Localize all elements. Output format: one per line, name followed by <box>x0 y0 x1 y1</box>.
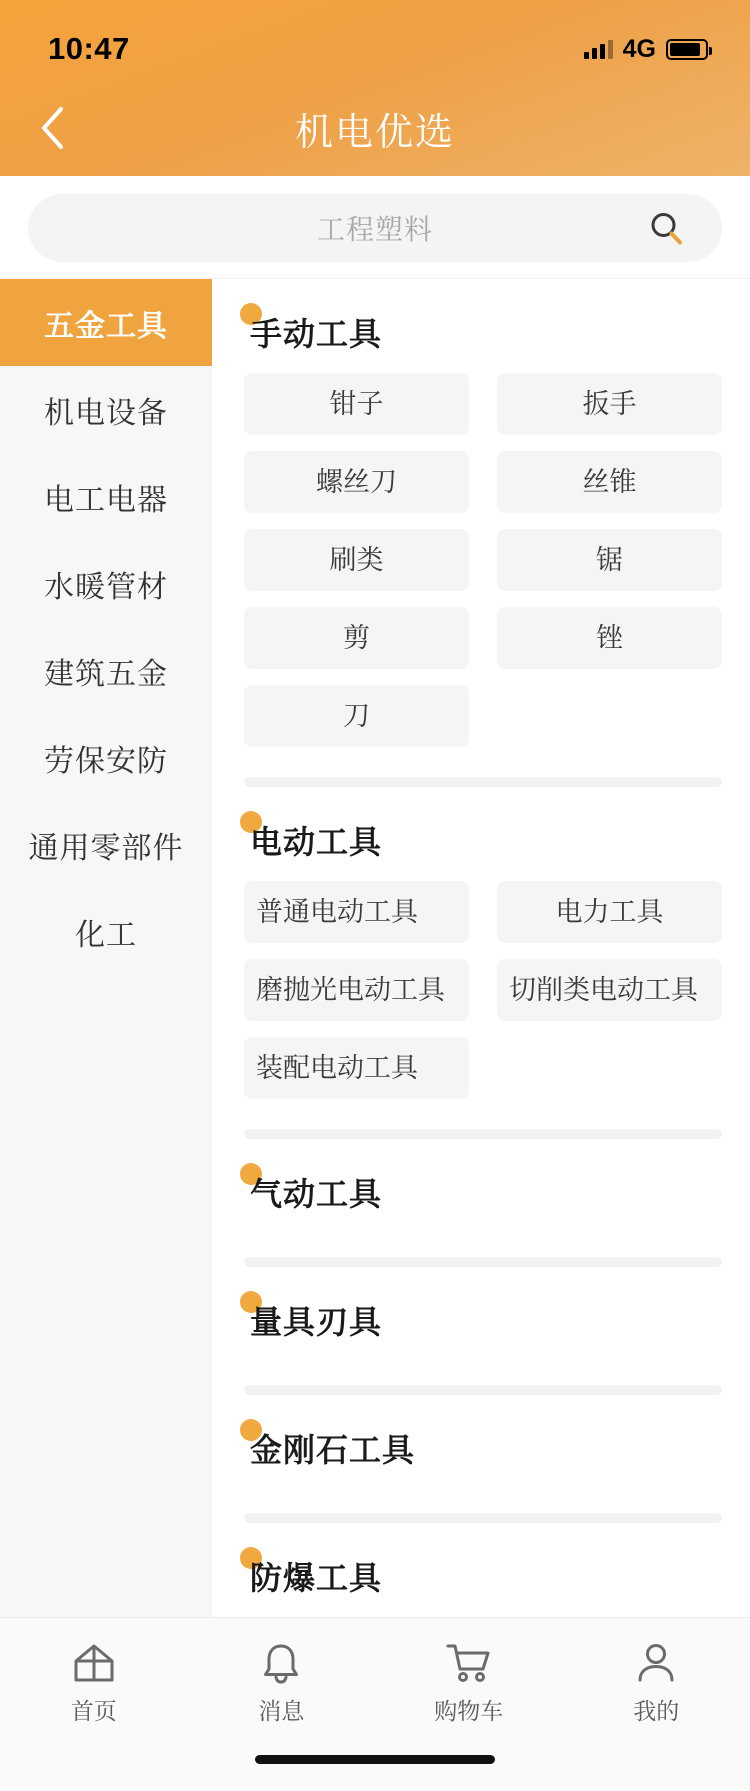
sidebar-item-label: 水暖管材 <box>44 562 168 606</box>
group-title: 金刚石工具 <box>244 1401 415 1489</box>
category-group-1 <box>244 787 722 1139</box>
subcategory-tag[interactable]: 剪 <box>244 607 469 669</box>
sidebar-item-0[interactable] <box>0 279 212 366</box>
category-group-3 <box>244 1267 722 1395</box>
sidebar-item-6[interactable] <box>0 801 212 888</box>
category-group-5 <box>244 1523 722 1617</box>
tab-cart[interactable] <box>375 1641 563 1726</box>
group-title: 防爆工具 <box>244 1529 382 1617</box>
group-divider <box>244 1385 722 1395</box>
tab-label: 购物车 <box>434 1693 503 1726</box>
subcategory-tag[interactable]: 钳子 <box>244 373 469 435</box>
sidebar-item-4[interactable] <box>0 627 212 714</box>
bottom-tab-bar <box>0 1617 750 1749</box>
subcategory-tag[interactable]: 刀 <box>244 685 469 747</box>
group-title: 电动工具 <box>244 793 382 881</box>
header <box>0 0 750 176</box>
sidebar-item-label: 电工电器 <box>44 475 168 519</box>
back-button[interactable] <box>26 102 78 154</box>
search-section <box>0 176 750 278</box>
content-area <box>0 278 750 1617</box>
sidebar-item-label: 通用零部件 <box>29 823 184 867</box>
home-indicator[interactable] <box>255 1755 495 1764</box>
sidebar-item-5[interactable] <box>0 714 212 801</box>
subcategory-tag[interactable]: 普通电动工具 <box>244 881 469 943</box>
sidebar-item-2[interactable] <box>0 453 212 540</box>
sidebar-item-label: 建筑五金 <box>44 649 168 693</box>
group-title: 气动工具 <box>244 1145 382 1233</box>
tab-label: 首页 <box>71 1693 117 1726</box>
status-indicators <box>584 35 708 64</box>
home-icon <box>71 1641 117 1685</box>
subcategory-tag[interactable]: 磨抛光电动工具 <box>244 959 469 1021</box>
group-divider <box>244 1513 722 1523</box>
subcategory-tag[interactable]: 刷类 <box>244 529 469 591</box>
group-title: 量具刃具 <box>244 1273 382 1361</box>
bell-icon <box>260 1641 302 1685</box>
search-input[interactable]: 工程塑料 <box>317 208 433 248</box>
subcategory-tag[interactable]: 电力工具 <box>497 881 722 943</box>
tab-home[interactable] <box>0 1641 188 1726</box>
group-items-grid <box>244 373 722 755</box>
subcategory-tag[interactable]: 丝锥 <box>497 451 722 513</box>
tab-profile[interactable] <box>563 1641 750 1726</box>
category-group-2 <box>244 1139 722 1267</box>
person-icon <box>635 1641 677 1685</box>
tab-label: 消息 <box>258 1693 304 1726</box>
category-sidebar[interactable] <box>0 279 212 1617</box>
subcategory-tag[interactable]: 扳手 <box>497 373 722 435</box>
page-title: 机电优选 <box>295 101 455 156</box>
cart-icon <box>445 1641 493 1685</box>
home-indicator-area <box>0 1749 750 1791</box>
sidebar-item-label: 劳保安防 <box>44 736 168 780</box>
subcategory-tag[interactable]: 锯 <box>497 529 722 591</box>
tab-label: 我的 <box>633 1693 679 1726</box>
group-divider <box>244 1257 722 1267</box>
sidebar-item-label: 机电设备 <box>44 388 168 432</box>
search-icon[interactable] <box>648 210 684 246</box>
sidebar-item-3[interactable] <box>0 540 212 627</box>
sidebar-item-label: 五金工具 <box>44 301 168 345</box>
subcategory-tag[interactable]: 装配电动工具 <box>244 1037 469 1099</box>
navigation-bar <box>0 80 750 176</box>
category-group-0 <box>244 279 722 787</box>
subcategory-tag[interactable]: 锉 <box>497 607 722 669</box>
sidebar-item-7[interactable] <box>0 888 212 975</box>
sidebar-item-1[interactable] <box>0 366 212 453</box>
group-title: 手动工具 <box>244 285 382 373</box>
signal-bars-icon <box>584 39 613 59</box>
group-divider <box>244 777 722 787</box>
tab-messages[interactable] <box>188 1641 376 1726</box>
status-bar <box>0 18 750 80</box>
subcategory-tag[interactable]: 螺丝刀 <box>244 451 469 513</box>
network-type-label: 4G <box>623 35 656 64</box>
group-items-grid <box>244 881 722 1107</box>
category-group-4 <box>244 1395 722 1523</box>
chevron-left-icon <box>39 106 65 150</box>
sidebar-item-label: 化工 <box>75 910 137 954</box>
search-bar[interactable] <box>28 194 722 262</box>
subcategory-list <box>212 279 750 1617</box>
status-time: 10:47 <box>48 31 130 67</box>
battery-icon <box>666 39 708 60</box>
group-divider <box>244 1129 722 1139</box>
subcategory-tag[interactable]: 切削类电动工具 <box>497 959 722 1021</box>
